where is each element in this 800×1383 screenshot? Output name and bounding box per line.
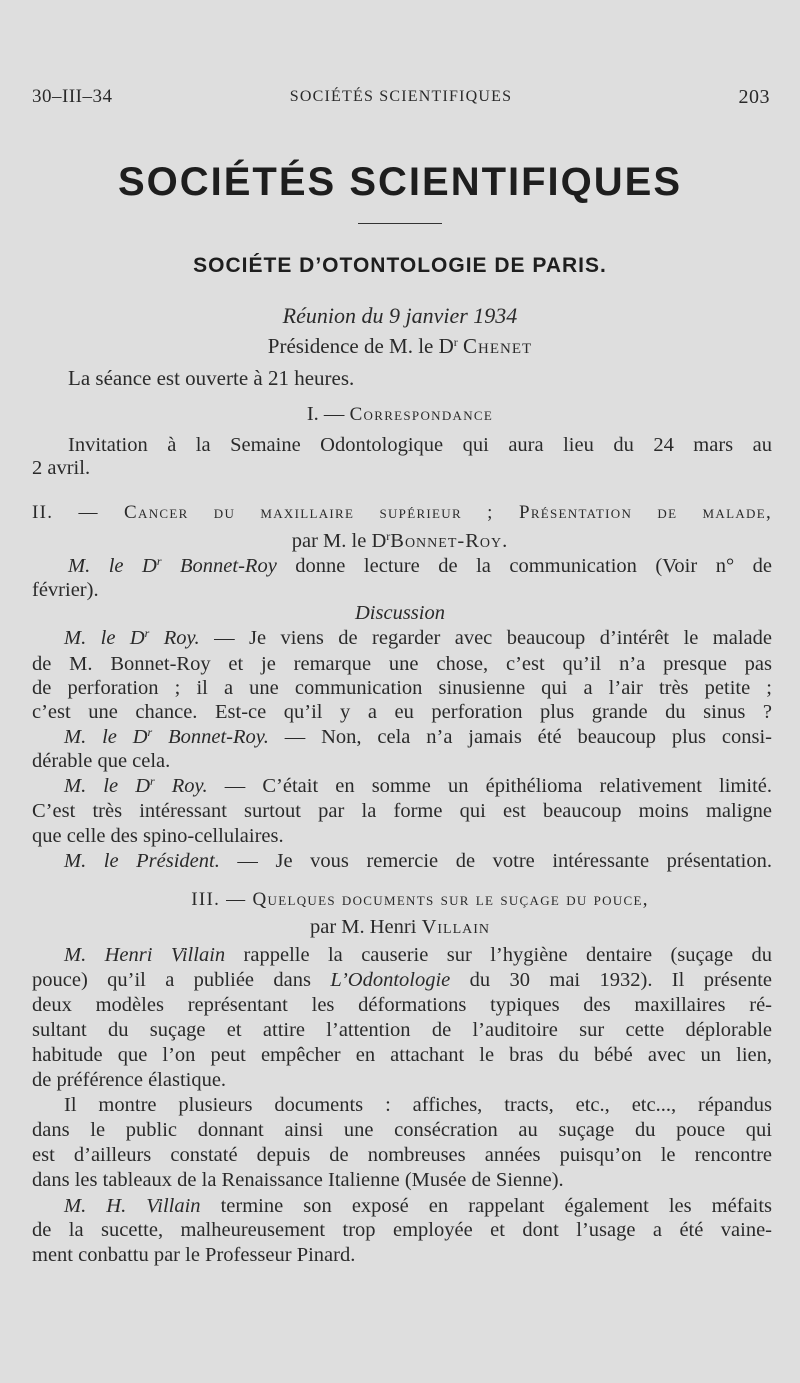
section1-title: Correspondance xyxy=(349,404,494,425)
section2-heading-1: II. — Cancer du maxillaire supérieur ; Présentation de malade, xyxy=(32,502,772,523)
discussion-line: de M. Bonnet-Roy et je remarque une chose, c’est qu’il n’a presque pas xyxy=(32,653,772,675)
section1-line-2: 2 avril. xyxy=(32,457,91,479)
presidence-prefix: Présidence de M. le D xyxy=(267,334,454,358)
paragraph-line xyxy=(64,1196,772,1217)
speaker-name: Bonnet-Roy xyxy=(161,555,277,577)
section2-intro-2: février). xyxy=(32,579,99,601)
line-text: — Je viens de regarder avec beaucoup d’intérêt le malade xyxy=(199,627,772,649)
meeting-date-text: Réunion du 9 janvier 1934 xyxy=(282,303,518,328)
paragraph-line: deux modèles représentant les déformations typiques des maxillaires ré- xyxy=(32,994,772,1016)
paragraph-line: est d’ailleurs constaté depuis de nombreuses années puisqu’on le rencontre xyxy=(32,1144,772,1166)
paragraph-line xyxy=(64,945,772,966)
discussion-line: que celle des spino-cellulaires. xyxy=(32,825,284,847)
paragraph-line: sultant du suçage et attire l’attention de l’auditoire sur cette déplorable xyxy=(32,1019,772,1041)
section2-heading-2 xyxy=(0,531,800,552)
paragraph-line: ment conbattu par le Professeur Pinard. xyxy=(32,1244,356,1266)
speaker: M. Henri Villain xyxy=(64,944,226,966)
speaker-name: Bonnet-Roy. xyxy=(152,726,269,748)
discussion-line xyxy=(64,727,772,748)
speaker: M. le D xyxy=(64,726,148,748)
speaker: M. le D xyxy=(64,775,151,797)
line-text: pouce) qu’il a publiée dans xyxy=(32,969,331,991)
line-text: rappelle la causerie sur l’hygiène dentaire (suçage du xyxy=(225,944,772,966)
speaker-sup: r xyxy=(156,554,162,568)
discussion-line: C’est très intéressant surtout par la forme qui est beaucoup moins maligne xyxy=(32,800,772,822)
speaker-sup: r xyxy=(147,725,153,739)
section3-heading-name: Villain xyxy=(421,916,491,938)
discussion-line: c’est une chance. Est-ce qu’il y a eu perforation plus grande du sinus ? xyxy=(32,701,772,723)
presidence xyxy=(0,336,800,357)
opening-line: La séance est ouverte à 21 heures. xyxy=(68,366,355,390)
section3-heading-1: III. — Quelques documents sur le suçage du pouce, xyxy=(191,889,649,910)
paragraph-line: habitude que l’on peut empêcher en attachant le bras du bébé avec un lien, xyxy=(32,1044,772,1066)
page-number: 203 xyxy=(738,86,770,108)
section1-line-1: Invitation à la Semaine Odontologique qui aura lieu du 24 mars au xyxy=(68,434,772,456)
title-rule xyxy=(358,223,442,224)
discussion-line xyxy=(64,628,772,649)
running-head-date: 30–III–34 xyxy=(32,86,113,107)
discussion-line: dérable que cela. xyxy=(32,750,171,772)
speaker-sup: r xyxy=(144,626,150,640)
section1-heading xyxy=(0,404,800,425)
line-text: termine son exposé en rappelant également les méfaits xyxy=(200,1195,772,1217)
section1-num: I. — xyxy=(306,403,345,425)
running-head xyxy=(32,86,770,110)
presidence-name: Chenet xyxy=(463,334,533,358)
presidence-sup: r xyxy=(453,335,458,349)
speaker: M. le D xyxy=(68,555,157,577)
discussion-line: de perforation ; il a une communication sinusienne qui a l’air très petite ; xyxy=(32,677,772,699)
running-head-title: SOCIÉTÉS SCIENTIFIQUES xyxy=(289,88,513,105)
paragraph-line: dans les tableaux de la Renaissance Italienne (Musée de Sienne). xyxy=(32,1169,564,1191)
line-text: — Je vous remercie de votre intéressante présentation. xyxy=(219,850,772,872)
section3-heading-2 xyxy=(0,917,800,938)
paragraph-line: de la sucette, malheureusement trop employée et dont l’usage a été vaine- xyxy=(32,1219,772,1241)
speaker-name: Roy. xyxy=(149,627,200,649)
section2-heading-sup: r xyxy=(386,529,391,543)
meeting-date xyxy=(0,305,800,327)
section2-intro-1 xyxy=(68,556,772,577)
society-heading: SOCIÉTE D’OTONTOLOGIE DE PARIS. xyxy=(193,254,607,277)
section3-heading-prefix: par M. Henri xyxy=(309,916,422,938)
speaker: M. le D xyxy=(64,627,145,649)
line-text: — C’était en somme un épithélioma relativement limité. xyxy=(207,775,772,797)
speaker-sup: r xyxy=(150,774,155,788)
intro-rest: donne lecture de la communication (Voir n° de xyxy=(276,555,772,577)
paragraph-line: dans le public donnant ainsi une consécration au suçage du pouce qui xyxy=(32,1119,772,1141)
journal-title: L’Odontologie xyxy=(330,969,451,991)
discussion-line xyxy=(64,851,772,872)
discussion-heading xyxy=(0,603,800,624)
speaker: M. le Président. xyxy=(64,850,220,872)
paragraph-line: Il montre plusieurs documents : affiches, tracts, etc., etc..., répandus xyxy=(64,1094,772,1116)
line-text: — Non, cela n’a jamais été beaucoup plus consi- xyxy=(268,726,772,748)
section2-heading-prefix: par M. le D xyxy=(291,530,387,552)
line-text: du 30 mai 1932). Il présente xyxy=(450,969,772,991)
speaker: M. H. Villain xyxy=(64,1195,201,1217)
discussion-text: Discussion xyxy=(355,602,445,624)
section2-heading-name: Bonnet-Roy. xyxy=(390,530,509,552)
discussion-line xyxy=(64,776,772,797)
speaker-name: Roy. xyxy=(154,775,208,797)
page-title: SOCIÉTÉS SCIENTIFIQUES xyxy=(117,160,683,204)
paragraph-line xyxy=(32,970,772,991)
paragraph-line: de préférence élastique. xyxy=(32,1069,227,1091)
